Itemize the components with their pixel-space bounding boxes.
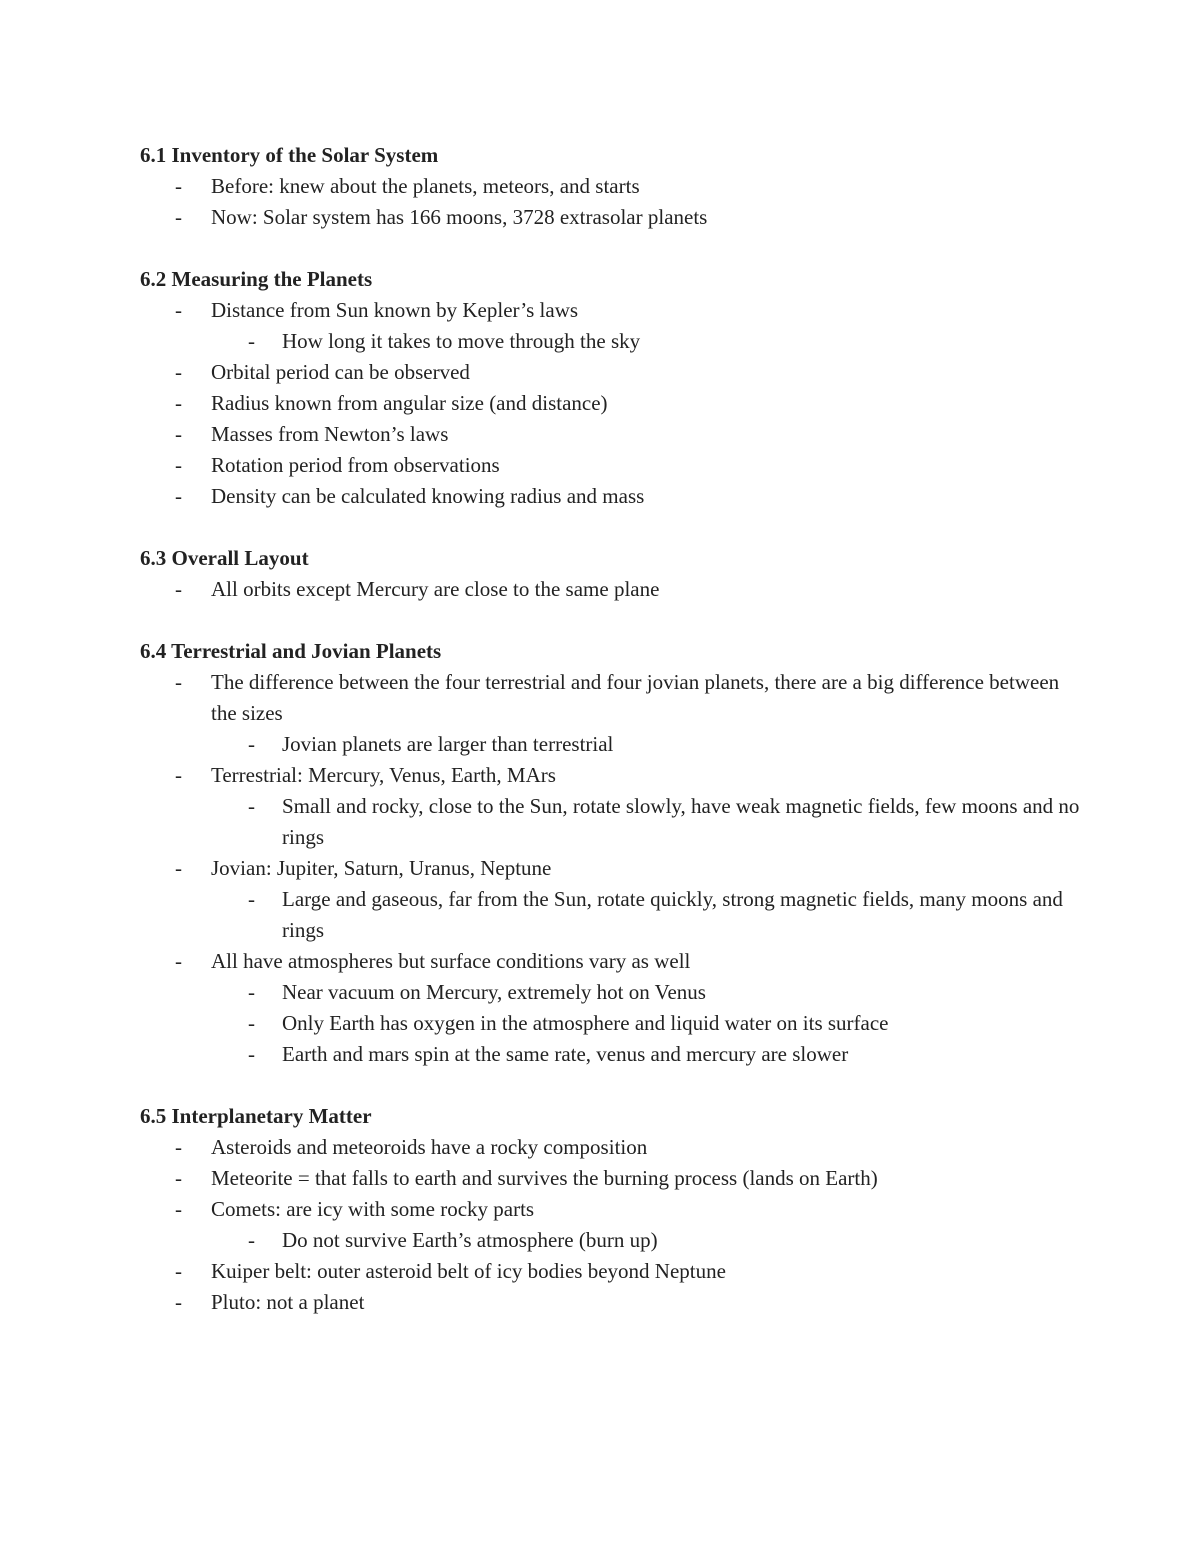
- list-item-text: Rotation period from observations: [211, 453, 500, 477]
- section: [140, 140, 1080, 233]
- list-item-text: Now: Solar system has 166 moons, 3728 extrasolar planets: [211, 205, 708, 229]
- section-heading: 6.2 Measuring the Planets: [140, 267, 373, 291]
- sub-list-item: [140, 977, 1080, 1008]
- sub-list-item: [140, 326, 1080, 357]
- list-item-text: Terrestrial: Mercury, Venus, Earth, MArs: [211, 763, 556, 787]
- list-item-text: Large and gaseous, far from the Sun, rotate quickly, strong magnetic fields, many moons and rings: [282, 887, 1063, 942]
- bullet-dash: -: [248, 794, 255, 818]
- list-item-text: Do not survive Earth’s atmosphere (burn up): [282, 1228, 658, 1252]
- list-item: [140, 1287, 1080, 1318]
- sub-list-item: [140, 791, 1080, 853]
- bullet-dash: -: [248, 1228, 255, 1252]
- section: [140, 636, 1080, 1070]
- list-item-text: Before: knew about the planets, meteors, and starts: [211, 174, 640, 198]
- bullet-dash: -: [175, 577, 182, 601]
- bullet-dash: -: [175, 174, 182, 198]
- bullet-dash: -: [248, 732, 255, 756]
- list-item-text: Only Earth has oxygen in the atmosphere and liquid water on its surface: [282, 1011, 889, 1035]
- list-item-text: Radius known from angular size (and distance): [211, 391, 608, 415]
- list-item-text: Comets: are icy with some rocky parts: [211, 1197, 535, 1221]
- bullet-dash: -: [175, 949, 182, 973]
- sub-list-item: [140, 884, 1080, 946]
- list-item-text: Earth and mars spin at the same rate, venus and mercury are slower: [282, 1042, 849, 1066]
- sub-list-item: [140, 1225, 1080, 1256]
- list-item-text: Jovian: Jupiter, Saturn, Uranus, Neptune: [211, 856, 552, 880]
- section-heading: 6.3 Overall Layout: [140, 546, 309, 570]
- list-item: [140, 202, 1080, 233]
- section-heading: 6.4 Terrestrial and Jovian Planets: [140, 639, 442, 663]
- list-item-text: Asteroids and meteoroids have a rocky composition: [211, 1135, 648, 1159]
- list-item-text: Orbital period can be observed: [211, 360, 470, 384]
- bullet-dash: -: [248, 329, 255, 353]
- bullet-dash: -: [175, 856, 182, 880]
- list-item: [140, 667, 1080, 729]
- bullet-dash: -: [175, 1259, 182, 1283]
- list-item: [140, 946, 1080, 977]
- list-item-text: All have atmospheres but surface conditions vary as well: [211, 949, 691, 973]
- section-heading: 6.1 Inventory of the Solar System: [140, 143, 439, 167]
- bullet-dash: -: [175, 1166, 182, 1190]
- list-item: [140, 481, 1080, 512]
- sub-list-item: [140, 1008, 1080, 1039]
- list-item-text: Kuiper belt: outer asteroid belt of icy bodies beyond Neptune: [211, 1259, 726, 1283]
- bullet-dash: -: [175, 422, 182, 446]
- bullet-dash: -: [175, 298, 182, 322]
- document-page: [140, 140, 1080, 1349]
- list-item-text: Masses from Newton’s laws: [211, 422, 449, 446]
- list-item: [140, 1194, 1080, 1225]
- section: [140, 1101, 1080, 1318]
- sub-list-item: [140, 1039, 1080, 1070]
- list-item: [140, 419, 1080, 450]
- bullet-dash: -: [175, 360, 182, 384]
- section-heading: 6.5 Interplanetary Matter: [140, 1104, 372, 1128]
- list-item: [140, 853, 1080, 884]
- bullet-dash: -: [175, 391, 182, 415]
- bullet-dash: -: [248, 1011, 255, 1035]
- list-item: [140, 171, 1080, 202]
- bullet-dash: -: [175, 1290, 182, 1314]
- bullet-dash: -: [175, 1135, 182, 1159]
- bullet-dash: -: [248, 1042, 255, 1066]
- list-item-text: Meteorite = that falls to earth and survives the burning process (lands on Earth): [211, 1166, 878, 1190]
- list-item-text: Pluto: not a planet: [211, 1290, 365, 1314]
- bullet-dash: -: [248, 980, 255, 1004]
- list-item: [140, 1132, 1080, 1163]
- list-item: [140, 574, 1080, 605]
- list-item-text: Near vacuum on Mercury, extremely hot on Venus: [282, 980, 706, 1004]
- section: [140, 264, 1080, 512]
- bullet-dash: -: [175, 763, 182, 787]
- list-item-text: The difference between the four terrestrial and four jovian planets, there are a big difference between the sizes: [211, 670, 1060, 725]
- list-item: [140, 760, 1080, 791]
- list-item-text: Jovian planets are larger than terrestrial: [282, 732, 614, 756]
- section: [140, 543, 1080, 605]
- list-item-text: How long it takes to move through the sky: [282, 329, 641, 353]
- list-item: [140, 1163, 1080, 1194]
- list-item-text: Small and rocky, close to the Sun, rotate slowly, have weak magnetic fields, few moons and no rings: [282, 794, 1080, 849]
- bullet-dash: -: [248, 887, 255, 911]
- list-item-text: Distance from Sun known by Kepler’s laws: [211, 298, 579, 322]
- list-item: [140, 357, 1080, 388]
- bullet-dash: -: [175, 670, 182, 694]
- list-item-text: Density can be calculated knowing radius and mass: [211, 484, 645, 508]
- bullet-dash: -: [175, 453, 182, 477]
- list-item: [140, 295, 1080, 326]
- list-item: [140, 450, 1080, 481]
- list-item-text: All orbits except Mercury are close to the same plane: [211, 577, 660, 601]
- bullet-dash: -: [175, 484, 182, 508]
- list-item: [140, 388, 1080, 419]
- bullet-dash: -: [175, 1197, 182, 1221]
- list-item: [140, 1256, 1080, 1287]
- bullet-dash: -: [175, 205, 182, 229]
- sub-list-item: [140, 729, 1080, 760]
